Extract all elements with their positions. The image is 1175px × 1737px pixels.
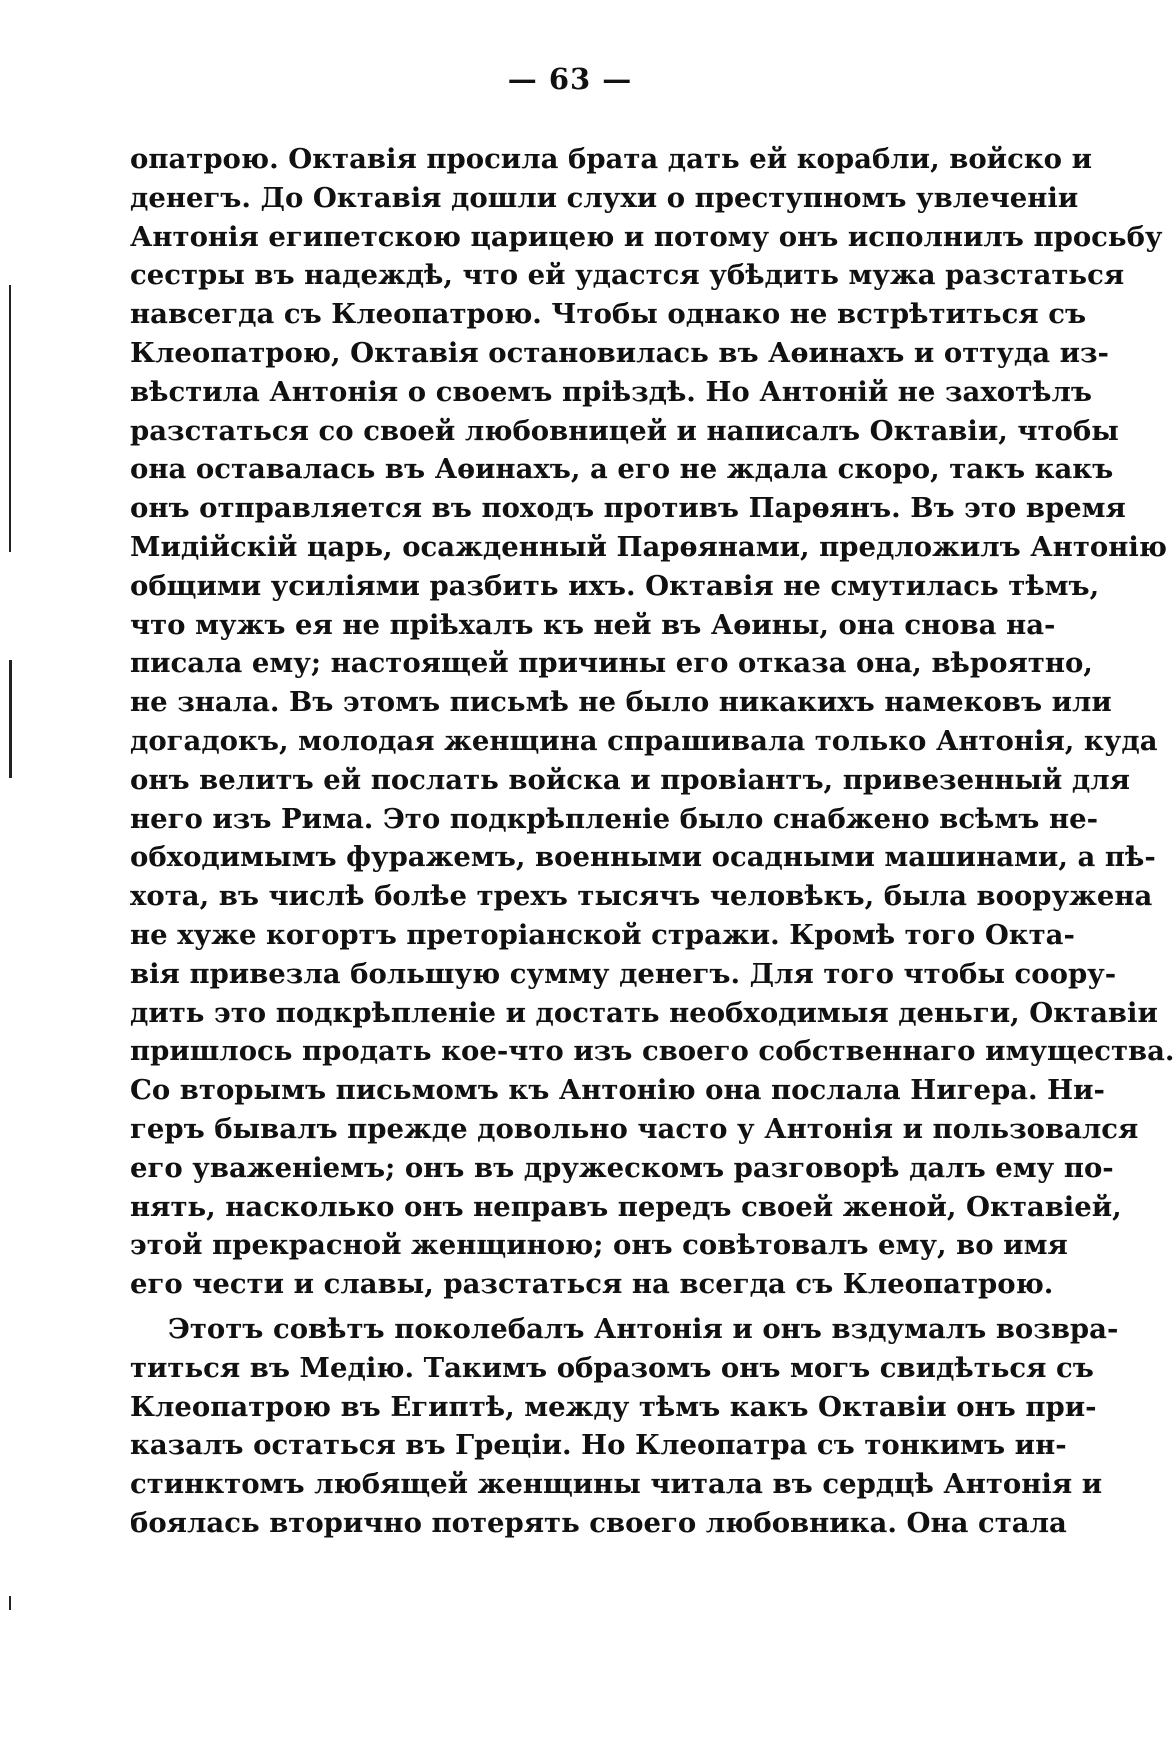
text-line: навсегда съ Клеопатрою. Чтобы однако не встрѣтиться съ (130, 298, 1087, 331)
text-line: Клеопатрою въ Египтѣ, между тѣмъ какъ Октавіи онъ при- (130, 1390, 1097, 1423)
paragraph-2 (130, 1310, 1119, 1543)
text-line: опатрою. Октавія просила брата дать ей корабли, войско и (130, 143, 1092, 175)
paragraph-1 (130, 140, 1175, 1304)
text-line: титься въ Медію. Такимъ образомъ онъ могъ свидѣться съ (130, 1351, 1094, 1384)
text-line: она оставалась въ Аѳинахъ, а его не ждала скоро, такъ какъ (130, 453, 1114, 486)
text-line: вія привезла большую сумму денегъ. Для того чтобы соору- (130, 957, 1117, 990)
text-line: Мидійскій царь, осажденный Парѳянами, предложилъ Антонію (130, 530, 1167, 563)
text-line: онъ велитъ ей послать войска и провіантъ, привезенный для (130, 763, 1130, 796)
body-text (130, 140, 1175, 1543)
text-line: не знала. Въ этомъ письмѣ не было никакихъ намековъ или (130, 686, 1112, 719)
text-line: боялась вторично потерять своего любовника. Она стала (130, 1506, 1067, 1539)
text-line: этой прекрасной женщиною; онъ совѣтовалъ ему, во имя (130, 1229, 1068, 1262)
page-number: — 63 — (507, 62, 633, 96)
text-line: геръ бывалъ прежде довольно часто у Антонія и пользовался (130, 1112, 1139, 1145)
text-line: Антонія египетскою царицею и потому онъ исполнилъ просьбу (130, 220, 1163, 253)
margin-scan-mark (9, 1596, 11, 1610)
text-line: Клеопатрою, Октавія остановилась въ Аѳинахъ и оттуда из- (130, 336, 1109, 369)
text-line: писала ему; настоящей причины его отказа она, вѣроятно, (130, 647, 1093, 680)
text-line: обходимымъ фуражемъ, военными осадными машинами, а пѣ- (130, 841, 1156, 874)
text-line: догадокъ, молодая женщина спрашивала только Антонія, куда (130, 724, 1158, 757)
text-line: его чести и славы, разстаться на всегда съ Клеопатрою. (130, 1268, 1054, 1301)
text-line: хота, въ числѣ болѣе трехъ тысячъ человѣкъ, была вооружена (130, 880, 1153, 913)
text-line: онъ отправляется въ походъ противъ Парѳянъ. Въ это время (130, 492, 1126, 525)
text-line: его уваженіемъ; онъ въ дружескомъ разговорѣ далъ ему по- (130, 1151, 1114, 1184)
text-line: дить это подкрѣпленіе и достать необходимыя деньги, Октавіи (130, 996, 1158, 1029)
text-line: пришлось продать кое-что изъ своего собственнаго имущества. (130, 1035, 1175, 1068)
text-line: общими усиліями разбить ихъ. Октавія не смутилась тѣмъ, (130, 569, 1100, 602)
text-line: не хуже когортъ преторіанской стражи. Кромѣ того Окта- (130, 918, 1075, 951)
text-line: что мужъ ея не пріѣхалъ къ ней въ Аѳины, она снова на- (130, 608, 1056, 641)
text-line: вѣстила Антонія о своемъ пріѣздѣ. Но Антоній не захотѣлъ (130, 375, 1092, 408)
text-line: казалъ остаться въ Греціи. Но Клеопатра съ тонкимъ ин- (130, 1429, 1067, 1462)
text-line: Со вторымъ письмомъ къ Антонію она послала Нигера. Ни- (130, 1074, 1105, 1107)
text-line: стинктомъ любящей женщины читала въ сердцѣ Антонія и (130, 1468, 1103, 1501)
text-line: сестры въ надеждѣ, что ей удастся убѣдить мужа разстаться (130, 259, 1125, 292)
margin-scan-mark (9, 660, 12, 778)
text-line: денегъ. До Октавія дошли слухи о преступномъ увлеченіи (130, 181, 1079, 214)
margin-scan-mark (9, 285, 11, 552)
text-line: него изъ Рима. Это подкрѣпленіе было снабжено всѣмъ не- (130, 802, 1098, 835)
text-line: разстаться со своей любовницей и написалъ Октавіи, чтобы (130, 414, 1119, 447)
text-line: Этотъ совѣтъ поколебалъ Антонія и онъ вздумалъ возвра- (168, 1312, 1119, 1345)
text-line: нять, насколько онъ неправъ передъ своей женой, Октавіей, (130, 1190, 1122, 1223)
